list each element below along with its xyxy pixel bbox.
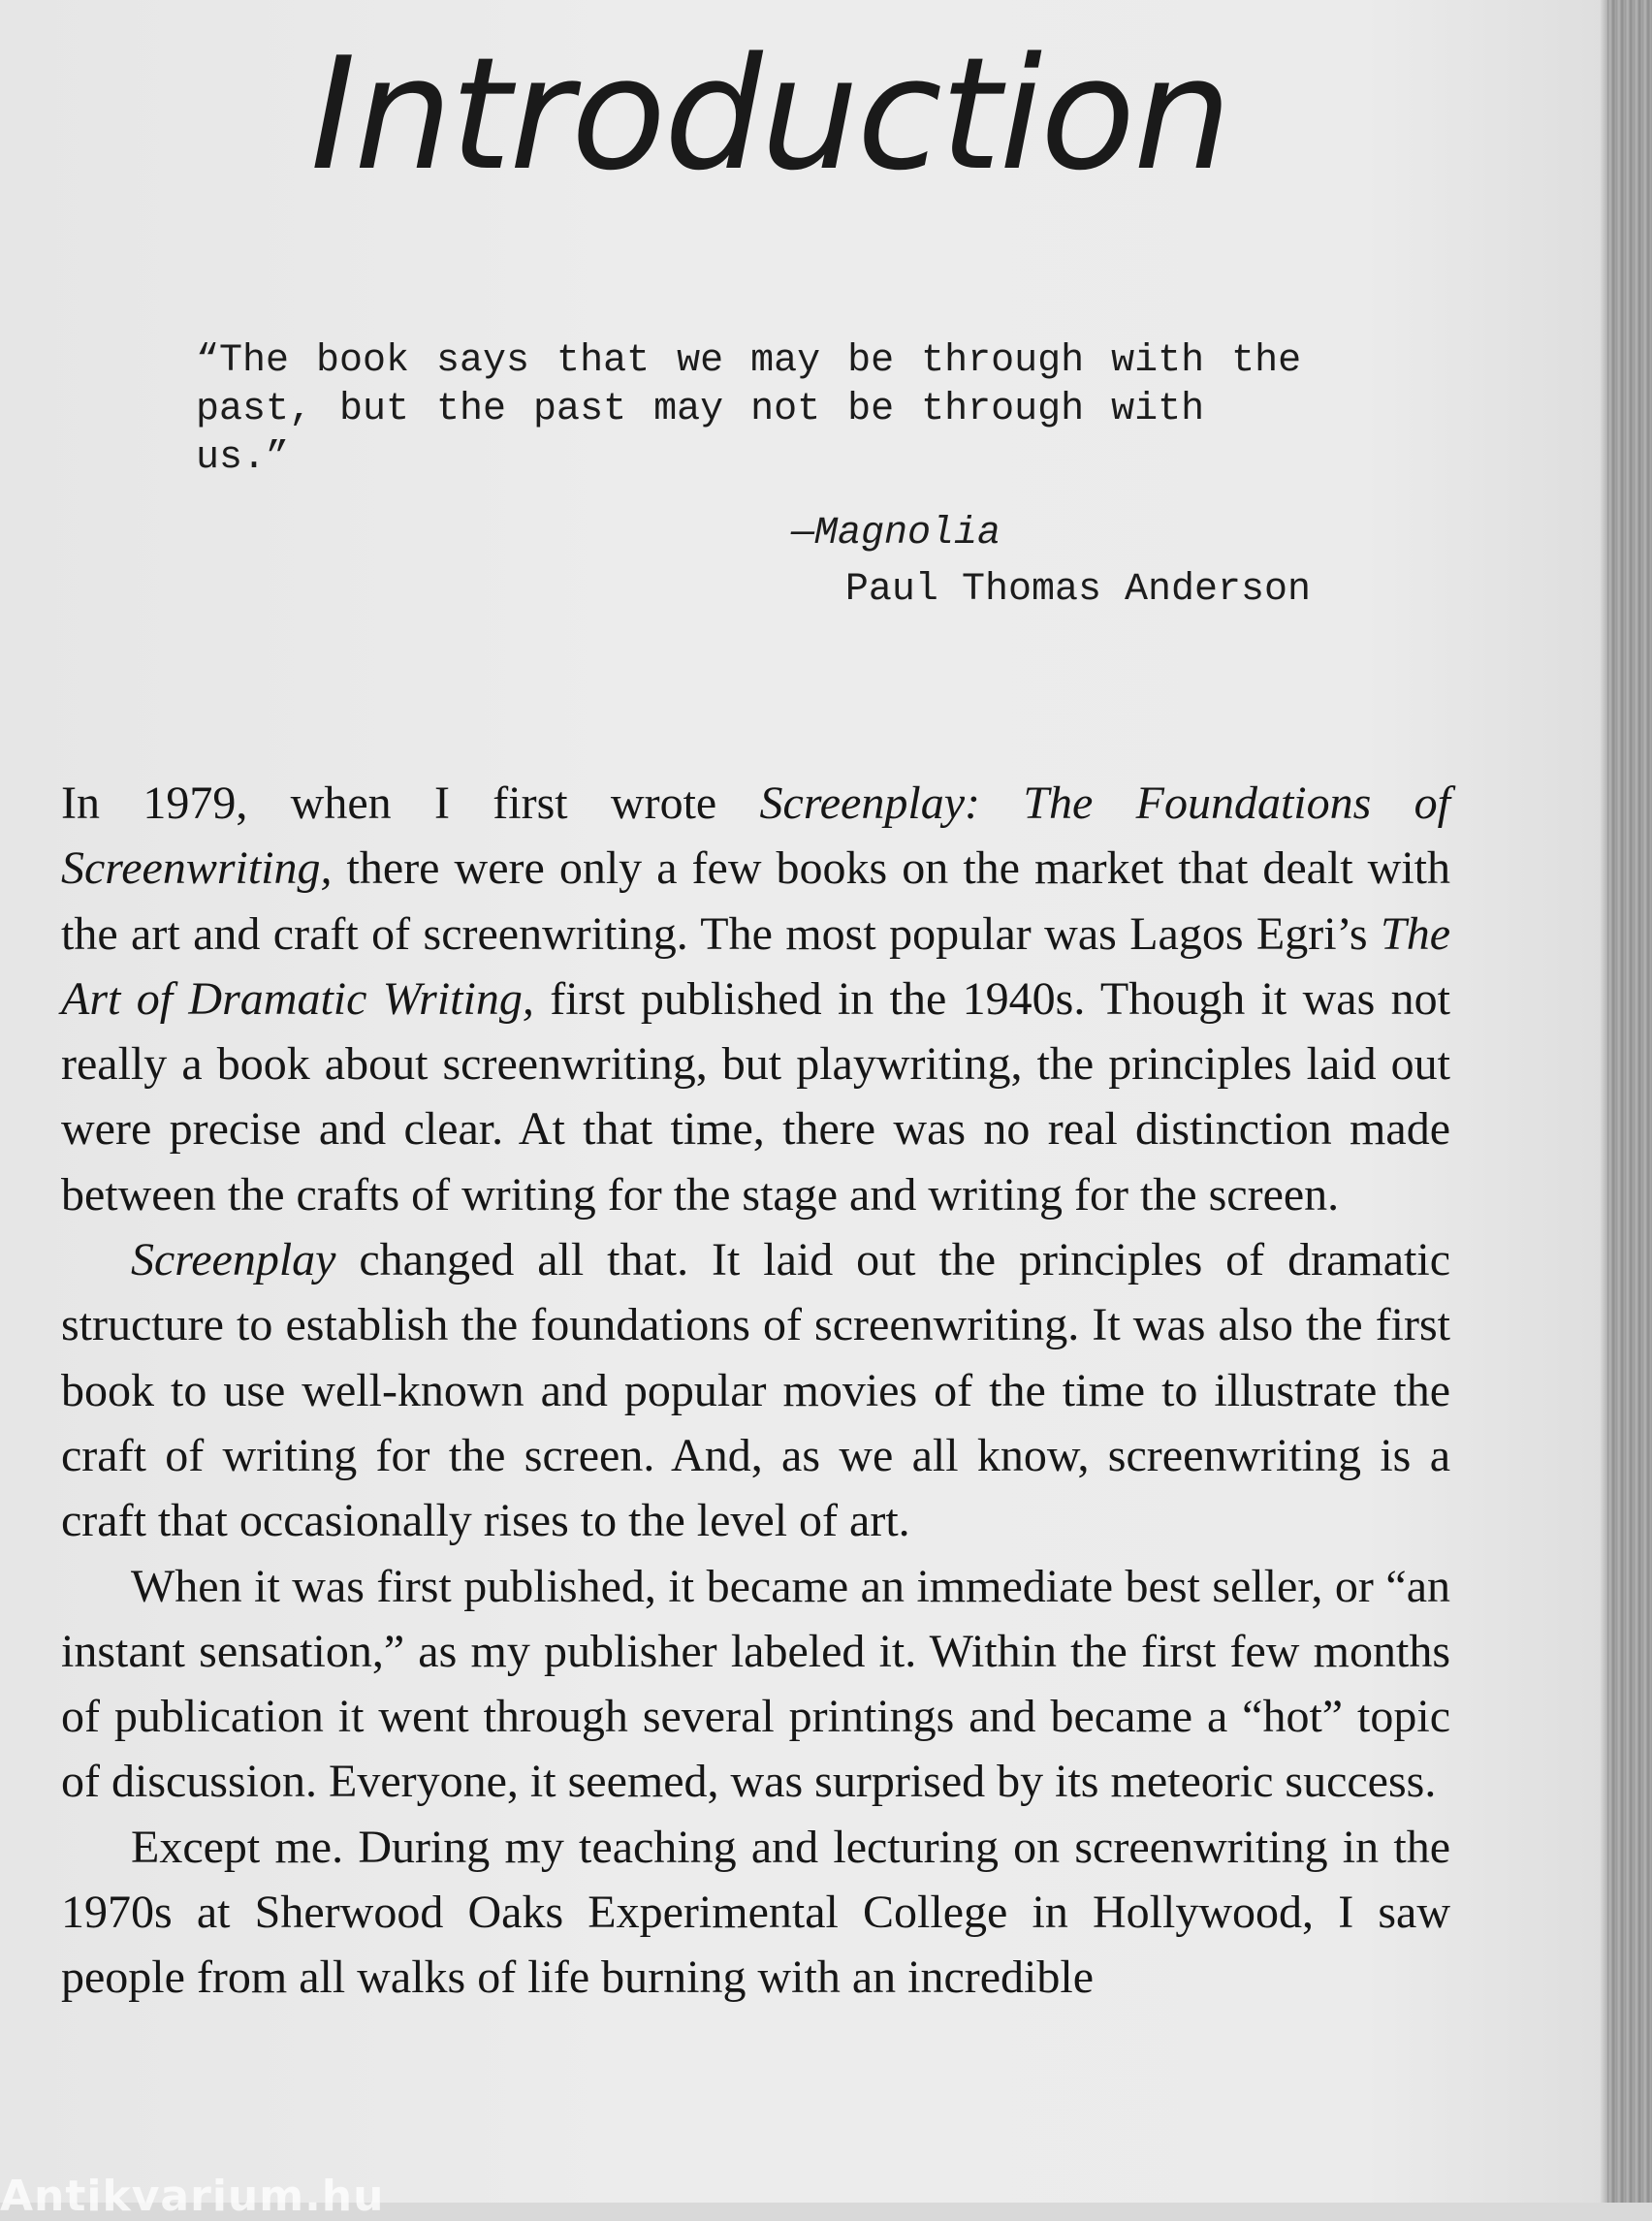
epigraph-source: —Magnolia <box>790 512 1001 555</box>
text-run: first published in the 1940s. Though it was not really a book about screenwriting, but playwriting, the principles laid out were precise and clear. At that time, there was no real distinction made between the crafts of writing for the stage and writing for the screen. <box>61 972 1450 1221</box>
paragraph <box>61 1815 1450 2011</box>
body-text <box>61 771 1450 2011</box>
text-run: Except me. During my teaching and lecturing on screenwriting in the 1970s at Sherwood Oaks Experimental College in Hollywood, I saw people from all walks of life burning with an incredible <box>61 1821 1450 2004</box>
epigraph-attribution <box>196 506 1320 619</box>
italic-title: Screenplay: The Foundations of Screenwriting, <box>61 777 1450 895</box>
epigraph <box>196 337 1320 619</box>
watermark: Antikvarium.hu <box>0 2172 385 2221</box>
epigraph-author: Paul Thomas Anderson <box>844 568 1311 612</box>
text-run: there were only a few books on the market that dealt with the art and craft of screenwriting. The most popular was Lagos Egri’s <box>61 842 1450 960</box>
text-run: changed all that. It laid out the principles of dramatic structure to establish the foundations of screenwriting. It was also the first book to use well-known and popular movies of the time to illustrate the craft of writing for the screen. And, as we all know, screenwriting is a craft that occasionally rises to the level of art. <box>61 1234 1450 1547</box>
paragraph <box>61 1227 1450 1553</box>
epigraph-quote: “The book says that we may be through with the past, but the past may not be through with us.” <box>196 339 1302 480</box>
italic-title: Screenplay <box>131 1234 336 1286</box>
paragraph <box>61 771 1450 1227</box>
paragraph <box>61 1554 1450 1815</box>
page-edge-stack <box>1607 0 1652 2203</box>
page-title: Introduction <box>310 23 1230 205</box>
text-run: When it was first published, it became an immediate best seller, or “an instant sensation,” as my publisher labeled it. Within the first few months of publication it went through several printings and became a “hot” topic of discussion. Everyone, it seemed, was surprised by its meteoric success. <box>61 1560 1450 1808</box>
italic-title: The Art of Dramatic Writing, <box>61 907 1450 1025</box>
text-run: In 1979, when I first wrote <box>61 777 760 829</box>
